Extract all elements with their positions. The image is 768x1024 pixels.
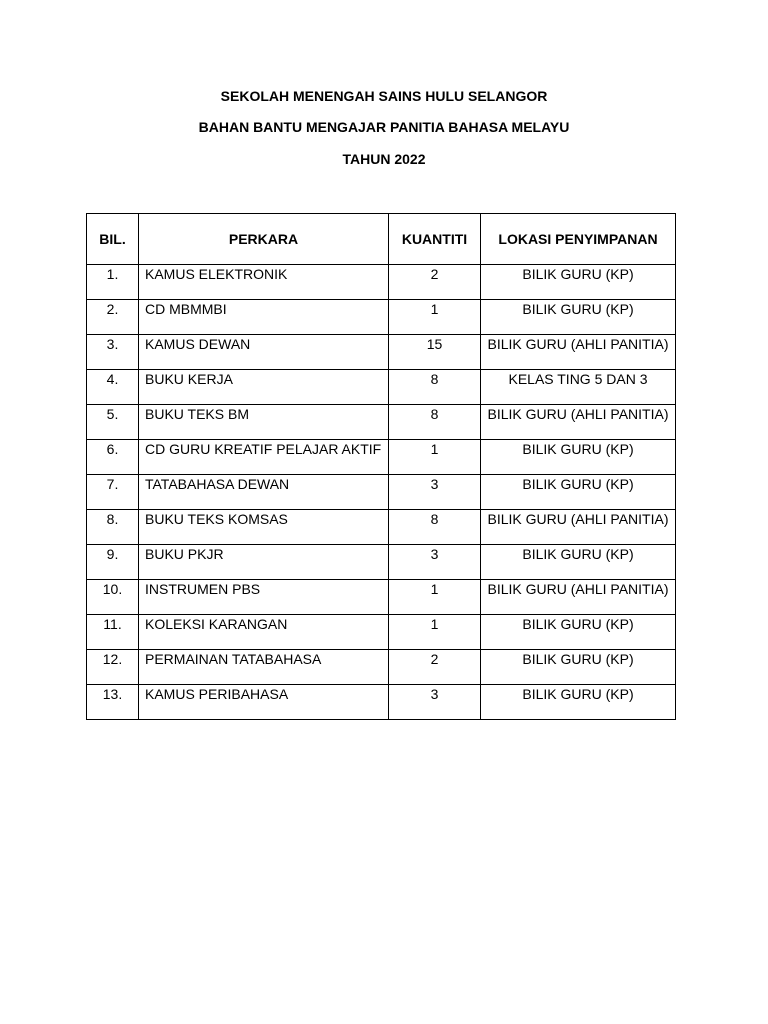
- table-row: [87, 510, 676, 545]
- cell-perkara: BUKU TEKS KOMSAS: [139, 510, 389, 545]
- header-perkara: PERKARA: [139, 214, 389, 265]
- cell-perkara: BUKU TEKS BM: [139, 405, 389, 440]
- table-row: [87, 370, 676, 405]
- cell-bil: 7.: [87, 475, 139, 510]
- cell-bil: 5.: [87, 405, 139, 440]
- cell-kuantiti: 8: [389, 510, 481, 545]
- cell-lokasi: BILIK GURU (KP): [481, 615, 676, 650]
- cell-kuantiti: 1: [389, 440, 481, 475]
- cell-perkara: CD GURU KREATIF PELAJAR AKTIF: [139, 440, 389, 475]
- cell-bil: 2.: [87, 300, 139, 335]
- cell-bil: 1.: [87, 265, 139, 300]
- cell-lokasi: BILIK GURU (AHLI PANITIA): [481, 510, 676, 545]
- document-year: TAHUN 2022: [342, 151, 426, 167]
- cell-perkara: TATABAHASA DEWAN: [139, 475, 389, 510]
- cell-lokasi: BILIK GURU (KP): [481, 475, 676, 510]
- table-row: [87, 650, 676, 685]
- cell-lokasi: BILIK GURU (KP): [481, 265, 676, 300]
- cell-kuantiti: 1: [389, 580, 481, 615]
- table-row: [87, 615, 676, 650]
- cell-perkara: BUKU PKJR: [139, 545, 389, 580]
- cell-bil: 11.: [87, 615, 139, 650]
- cell-lokasi: BILIK GURU (KP): [481, 300, 676, 335]
- cell-perkara: KAMUS PERIBAHASA: [139, 685, 389, 720]
- cell-lokasi: BILIK GURU (AHLI PANITIA): [481, 580, 676, 615]
- cell-kuantiti: 2: [389, 265, 481, 300]
- table-row: [87, 580, 676, 615]
- cell-perkara: KAMUS DEWAN: [139, 335, 389, 370]
- table-header-row: [87, 214, 676, 265]
- cell-bil: 6.: [87, 440, 139, 475]
- cell-kuantiti: 3: [389, 475, 481, 510]
- cell-kuantiti: 3: [389, 685, 481, 720]
- table-row: [87, 685, 676, 720]
- cell-bil: 12.: [87, 650, 139, 685]
- cell-lokasi: BILIK GURU (KP): [481, 440, 676, 475]
- table-row: [87, 265, 676, 300]
- cell-perkara: CD MBMMBI: [139, 300, 389, 335]
- cell-kuantiti: 3: [389, 545, 481, 580]
- school-name-heading: SEKOLAH MENENGAH SAINS HULU SELANGOR: [220, 88, 548, 104]
- cell-bil: 3.: [87, 335, 139, 370]
- cell-bil: 4.: [87, 370, 139, 405]
- cell-kuantiti: 8: [389, 370, 481, 405]
- cell-kuantiti: 8: [389, 405, 481, 440]
- table-body: [87, 265, 676, 720]
- cell-kuantiti: 2: [389, 650, 481, 685]
- cell-lokasi: BILIK GURU (KP): [481, 545, 676, 580]
- cell-kuantiti: 1: [389, 300, 481, 335]
- cell-perkara: PERMAINAN TATABAHASA: [139, 650, 389, 685]
- header-kuantiti: KUANTITI: [389, 214, 481, 265]
- cell-bil: 9.: [87, 545, 139, 580]
- table-row: [87, 475, 676, 510]
- cell-bil: 13.: [87, 685, 139, 720]
- table-row: [87, 300, 676, 335]
- table-row: [87, 405, 676, 440]
- cell-bil: 10.: [87, 580, 139, 615]
- cell-bil: 8.: [87, 510, 139, 545]
- cell-lokasi: BILIK GURU (KP): [481, 685, 676, 720]
- inventory-table: [86, 213, 676, 720]
- cell-perkara: KOLEKSI KARANGAN: [139, 615, 389, 650]
- cell-lokasi: KELAS TING 5 DAN 3: [481, 370, 676, 405]
- cell-kuantiti: 15: [389, 335, 481, 370]
- cell-lokasi: BILIK GURU (AHLI PANITIA): [481, 335, 676, 370]
- cell-perkara: KAMUS ELEKTRONIK: [139, 265, 389, 300]
- table-row: [87, 545, 676, 580]
- document-subtitle: BAHAN BANTU MENGAJAR PANITIA BAHASA MELAYU: [198, 119, 570, 135]
- cell-kuantiti: 1: [389, 615, 481, 650]
- table-row: [87, 335, 676, 370]
- cell-lokasi: BILIK GURU (KP): [481, 650, 676, 685]
- cell-perkara: INSTRUMEN PBS: [139, 580, 389, 615]
- table-row: [87, 440, 676, 475]
- cell-perkara: BUKU KERJA: [139, 370, 389, 405]
- cell-lokasi: BILIK GURU (AHLI PANITIA): [481, 405, 676, 440]
- header-bil: BIL.: [87, 214, 139, 265]
- header-lokasi: LOKASI PENYIMPANAN: [481, 214, 676, 265]
